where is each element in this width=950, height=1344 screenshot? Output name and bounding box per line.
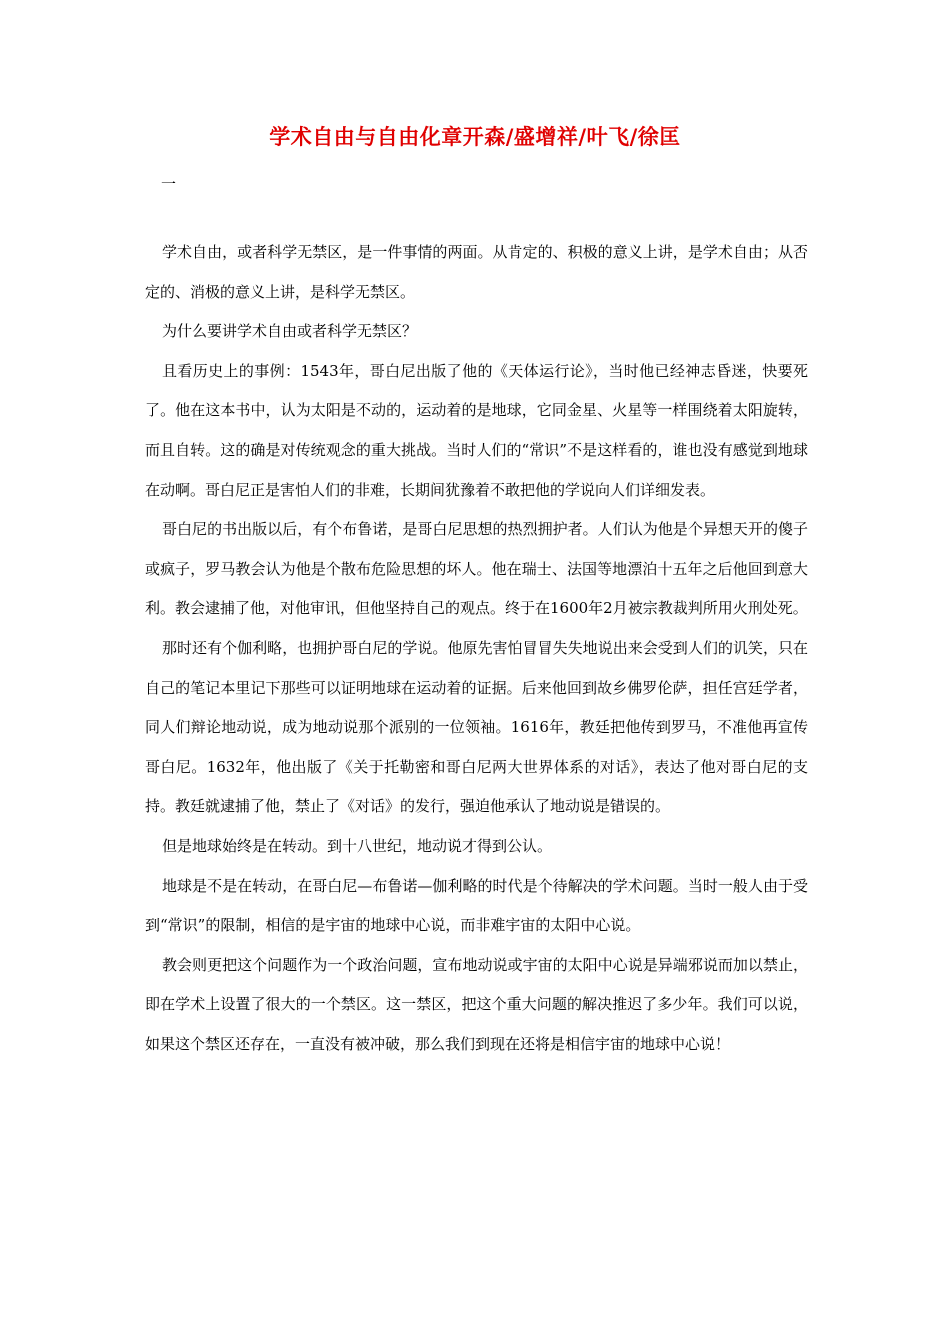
- paragraph: 为什么要讲学术自由或者科学无禁区？: [162, 322, 418, 341]
- paragraph: 教会则更把这个问题作为一个政治问题，宣布地动说或宇宙的太阳中心说是异端邪说而加以禁止，即在学术上设置了很大的一个禁区。这一禁区，把这个重大问题的解决推迟了多少年。我们可以说，如果这个禁区还存在，一直没有被冲破，那么我们到现在还将是相信宇宙的地球中心说！: [145, 955, 808, 1053]
- paragraph: 地球是不是在转动，在哥白尼—布鲁诺—伽利略的时代是个待解决的学术问题。当时一般人由于受到“常识”的限制，相信的是宇宙的地球中心说，而非难宇宙的太阳中心说。: [145, 876, 808, 935]
- document-body: [145, 233, 808, 1064]
- paragraph: 且看历史上的事例：1543年，哥白尼出版了他的《天体运行论》，当时他已经神志昏迷，快要死了。他在这本书中，认为太阳是不动的，运动着的是地球，它同金星、火星等一样围绕着太阳旋转，而且自转。这的确是对传统观念的重大挑战。当时人们的“常识”不是这样看的，谁也没有感觉到地球在动啊。哥白尼正是害怕人们的非难，长期间犹豫着不敢把他的学说向人们详细发表。: [145, 361, 808, 499]
- paragraph: 那时还有个伽利略，也拥护哥白尼的学说。他原先害怕冒冒失失地说出来会受到人们的讥笑，只在自己的笔记本里记下那些可以证明地球在运动着的证据。后来他回到故乡佛罗伦萨，担任宫廷学者，同人们辩论地动说，成为地动说那个派别的一位领袖。1616年，教廷把他传到罗马，不准他再宣传哥白尼。1632年，他出版了《关于托勒密和哥白尼两大世界体系的对话》，表达了他对哥白尼的支持。教廷就逮捕了他，禁止了《对话》的发行，强迫他承认了地动说是错误的。: [145, 638, 808, 816]
- document-title: 学术自由与自由化章开森/盛增祥/叶飞/徐匡: [269, 125, 681, 149]
- section-number: 一: [161, 175, 177, 193]
- paragraph: 但是地球始终是在转动。到十八世纪，地动说才得到公认。: [162, 836, 553, 855]
- paragraph: 哥白尼的书出版以后，有个布鲁诺，是哥白尼思想的热烈拥护者。人们认为他是个异想天开的傻子或疯子，罗马教会认为他是个散布危险思想的坏人。他在瑞士、法国等地漂泊十五年之后他回到意大利。教会逮捕了他，对他审讯，但他坚持自己的观点。终于在1600年2月被宗教裁判所用火刑处死。: [145, 520, 808, 618]
- paragraph: 学术自由，或者科学无禁区，是一件事情的两面。从肯定的、积极的意义上讲，是学术自由；从否定的、消极的意义上讲，是科学无禁区。: [145, 243, 808, 301]
